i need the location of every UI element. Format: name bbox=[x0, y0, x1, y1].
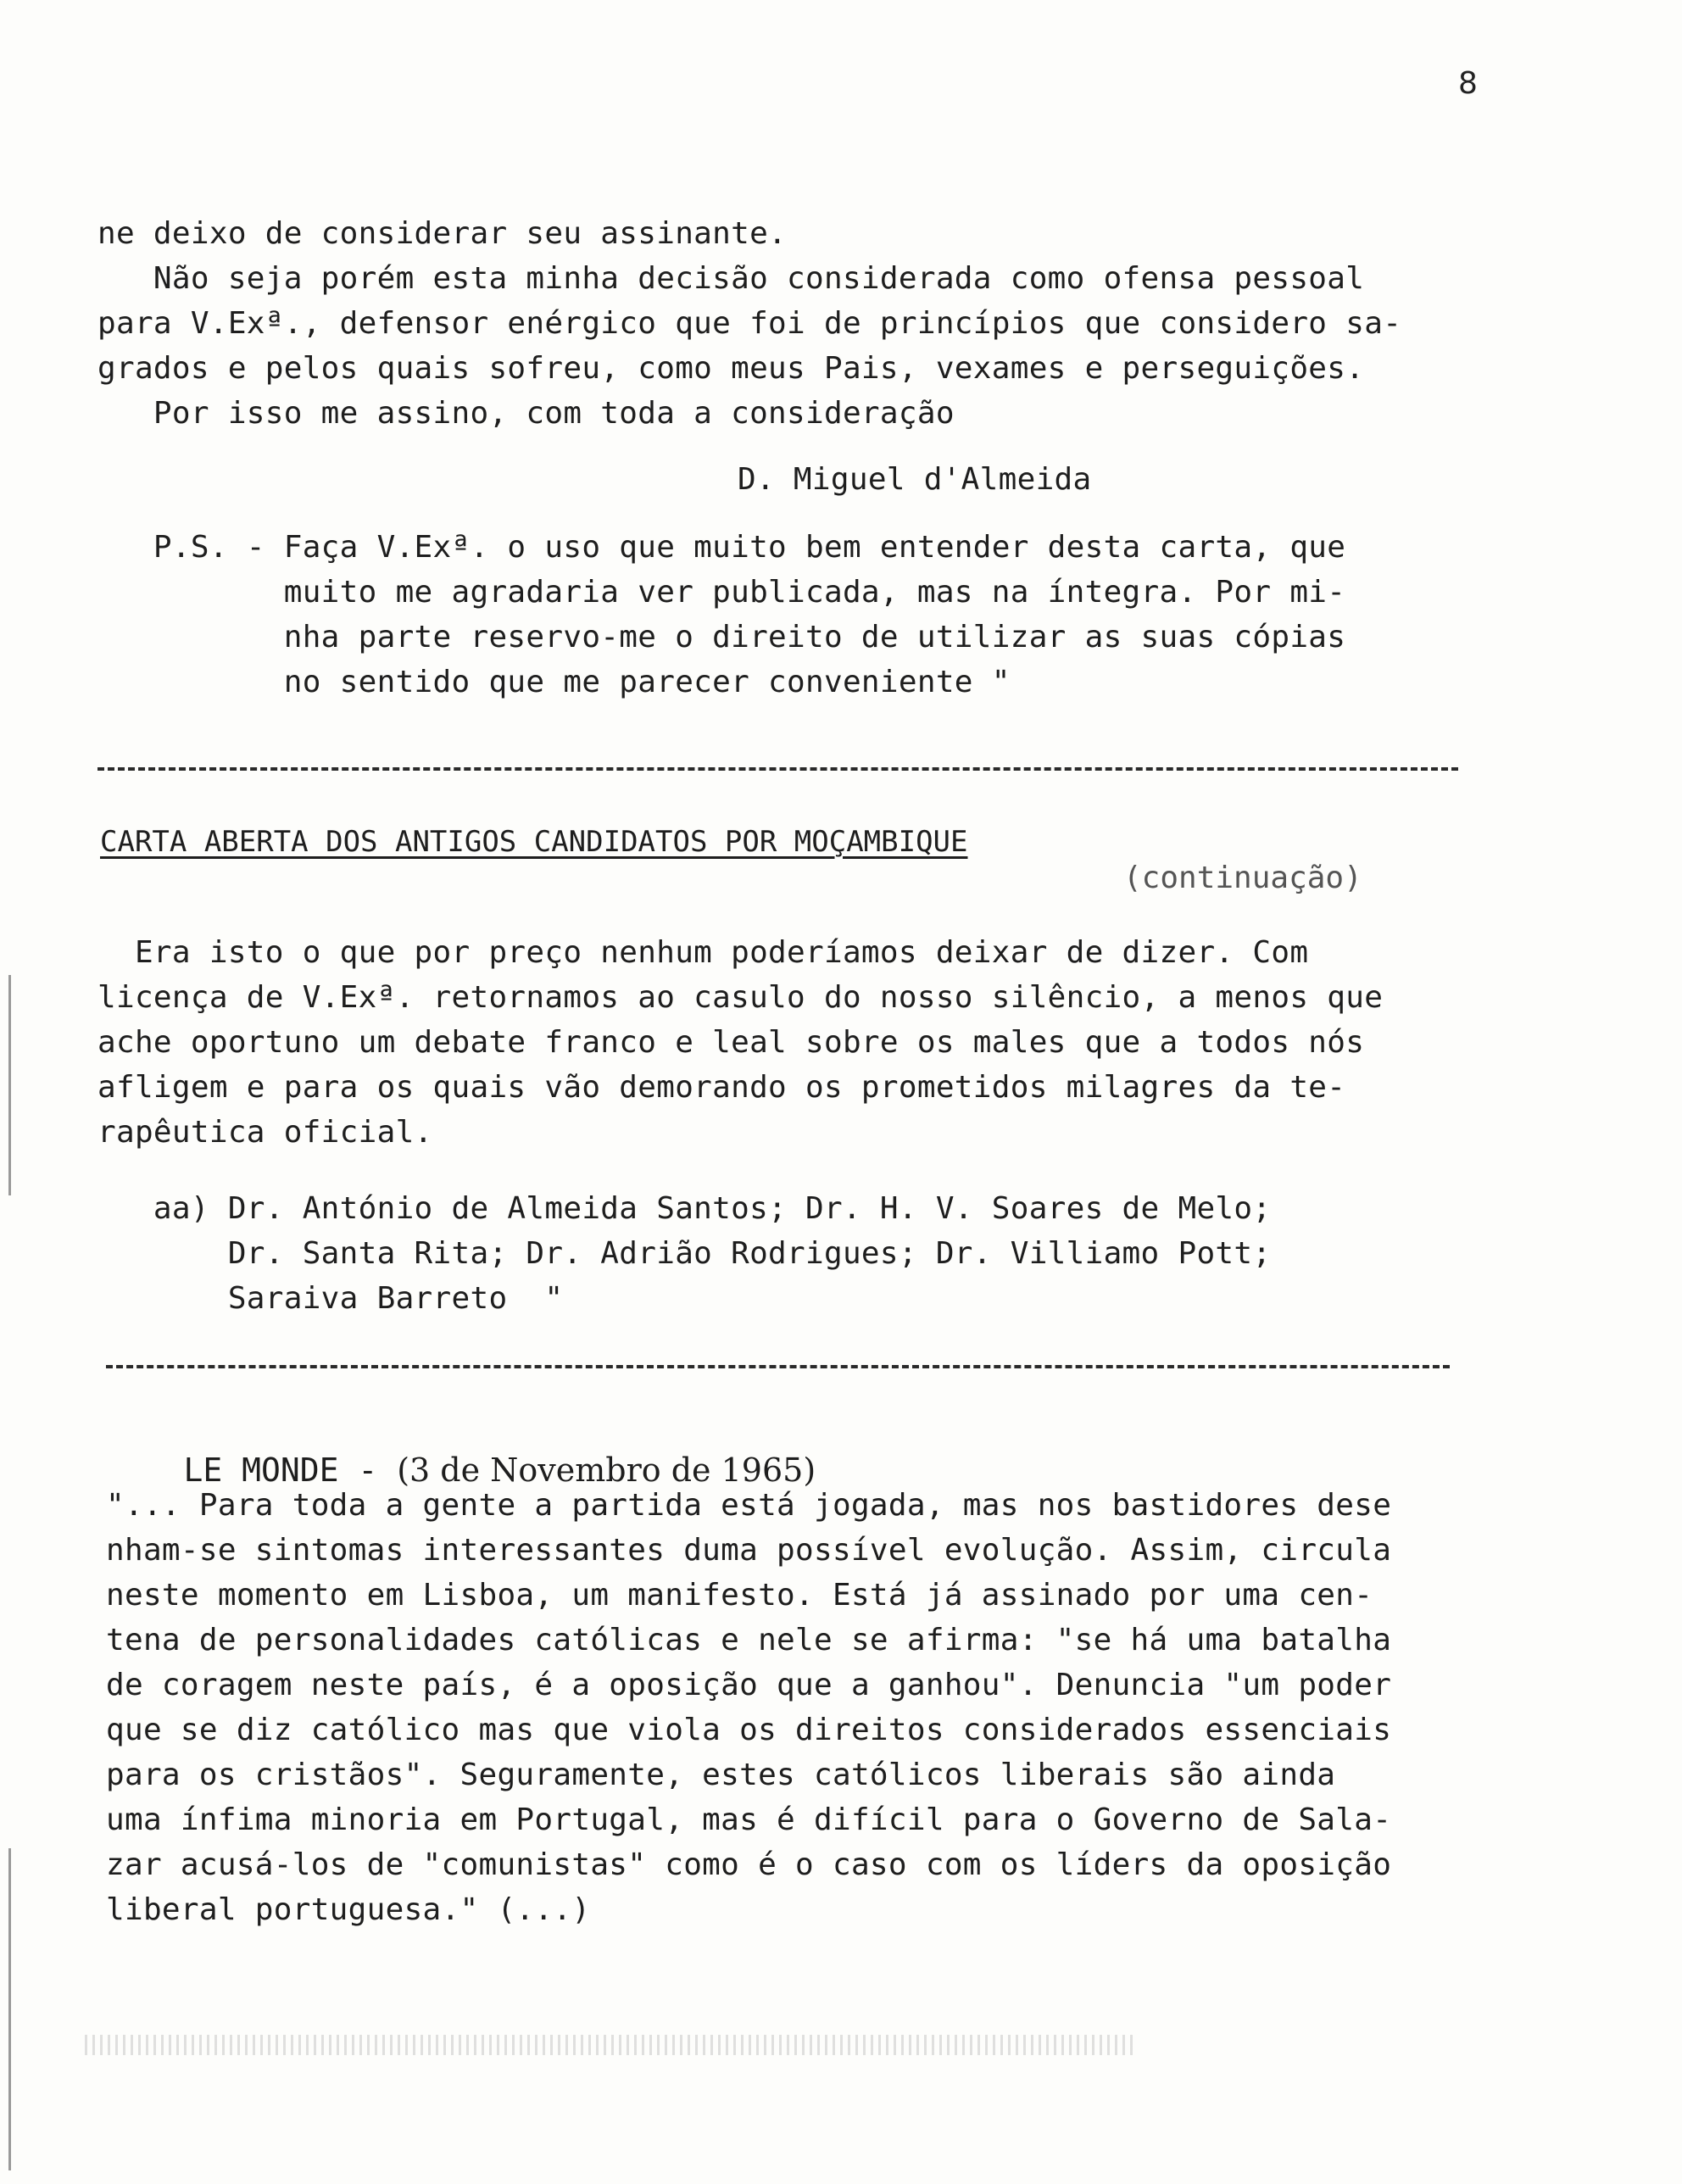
letter-line: Por isso me assino, com toda a consideração bbox=[97, 396, 955, 431]
le-monde-line: neste momento em Lisboa, um manifesto. Está já assinado por uma cen- bbox=[106, 1578, 1373, 1613]
letter-line: ne deixo de considerar seu assinante. bbox=[97, 216, 788, 251]
open-letter-line: Era isto o que por preço nenhum poderíamos deixar de dizer. Com bbox=[97, 935, 1309, 970]
page-number: 8 bbox=[1458, 66, 1478, 101]
le-monde-title: LE MONDE - bbox=[183, 1451, 398, 1489]
open-letter-line: licença de V.Exª. retornamos ao casulo do nosso silêncio, a menos que bbox=[97, 980, 1384, 1015]
le-monde-line: que se diz católico mas que viola os direitos considerados essenciais bbox=[106, 1713, 1392, 1747]
signatories-line: Dr. Santa Rita; Dr. Adrião Rodrigues; Dr. Villiamo Pott; bbox=[97, 1236, 1272, 1271]
le-monde-line: tena de personalidades católicas e nele se afirma: "se há uma batalha bbox=[106, 1623, 1392, 1658]
ps-line: nha parte reservo-me o direito de utilizar as suas cópias bbox=[97, 620, 1346, 655]
section-divider bbox=[106, 1365, 1450, 1368]
le-monde-line: de coragem neste país, é a oposição que a ganhou". Denuncia "um poder bbox=[106, 1668, 1392, 1702]
section-divider bbox=[97, 767, 1458, 771]
le-monde-line: nham-se sintomas interessantes duma possível evolução. Assim, circula bbox=[106, 1533, 1392, 1568]
le-monde-date: (3 de Novembro de 1965) bbox=[397, 1451, 816, 1489]
signatories-line: aa) Dr. António de Almeida Santos; Dr. H. V. Soares de Melo; bbox=[97, 1191, 1272, 1226]
ps-line: no sentido que me parecer conveniente " bbox=[97, 665, 1011, 699]
letter-signature: D. Miguel d'Almeida bbox=[738, 462, 1092, 497]
open-letter-line: ache oportuno um debate franco e leal sobre os males que a todos nós bbox=[97, 1025, 1365, 1060]
ps-line: P.S. - Faça V.Exª. o uso que muito bem entender desta carta, que bbox=[97, 530, 1346, 565]
continuation-label: (continuação) bbox=[1123, 861, 1362, 895]
open-letter-line: afligem e para os quais vão demorando os prometidos milagres da te- bbox=[97, 1070, 1346, 1105]
le-monde-line: "... Para toda a gente a partida está jogada, mas nos bastidores dese bbox=[106, 1488, 1392, 1523]
letter-line: grados e pelos quais sofreu, como meus Pais, vexames e perseguições. bbox=[97, 351, 1365, 386]
signatories-line: Saraiva Barreto " bbox=[97, 1281, 564, 1316]
open-letter-line: rapêutica oficial. bbox=[97, 1115, 433, 1150]
letter-line: Não seja porém esta minha decisão considerada como ofensa pessoal bbox=[97, 261, 1365, 296]
scan-margin-mark bbox=[8, 975, 11, 1195]
le-monde-line: liberal portuguesa." (...) bbox=[106, 1892, 591, 1927]
letter-line: para V.Exª., defensor enérgico que foi de princípios que considero sa- bbox=[97, 306, 1402, 341]
scan-margin-mark bbox=[8, 1848, 11, 2170]
ps-line: muito me agradaria ver publicada, mas na íntegra. Por mi- bbox=[97, 575, 1346, 610]
scan-noise bbox=[85, 2035, 1136, 2055]
le-monde-line: para os cristãos". Seguramente, estes católicos liberais são ainda bbox=[106, 1758, 1336, 1792]
open-letter-title: CARTA ABERTA DOS ANTIGOS CANDIDATOS POR MOÇAMBIQUE bbox=[100, 825, 968, 859]
le-monde-line: zar acusá-los de "comunistas" como é o caso com os líders da oposição bbox=[106, 1847, 1392, 1882]
le-monde-line: uma ínfima minoria em Portugal, mas é difícil para o Governo de Sala- bbox=[106, 1802, 1392, 1837]
